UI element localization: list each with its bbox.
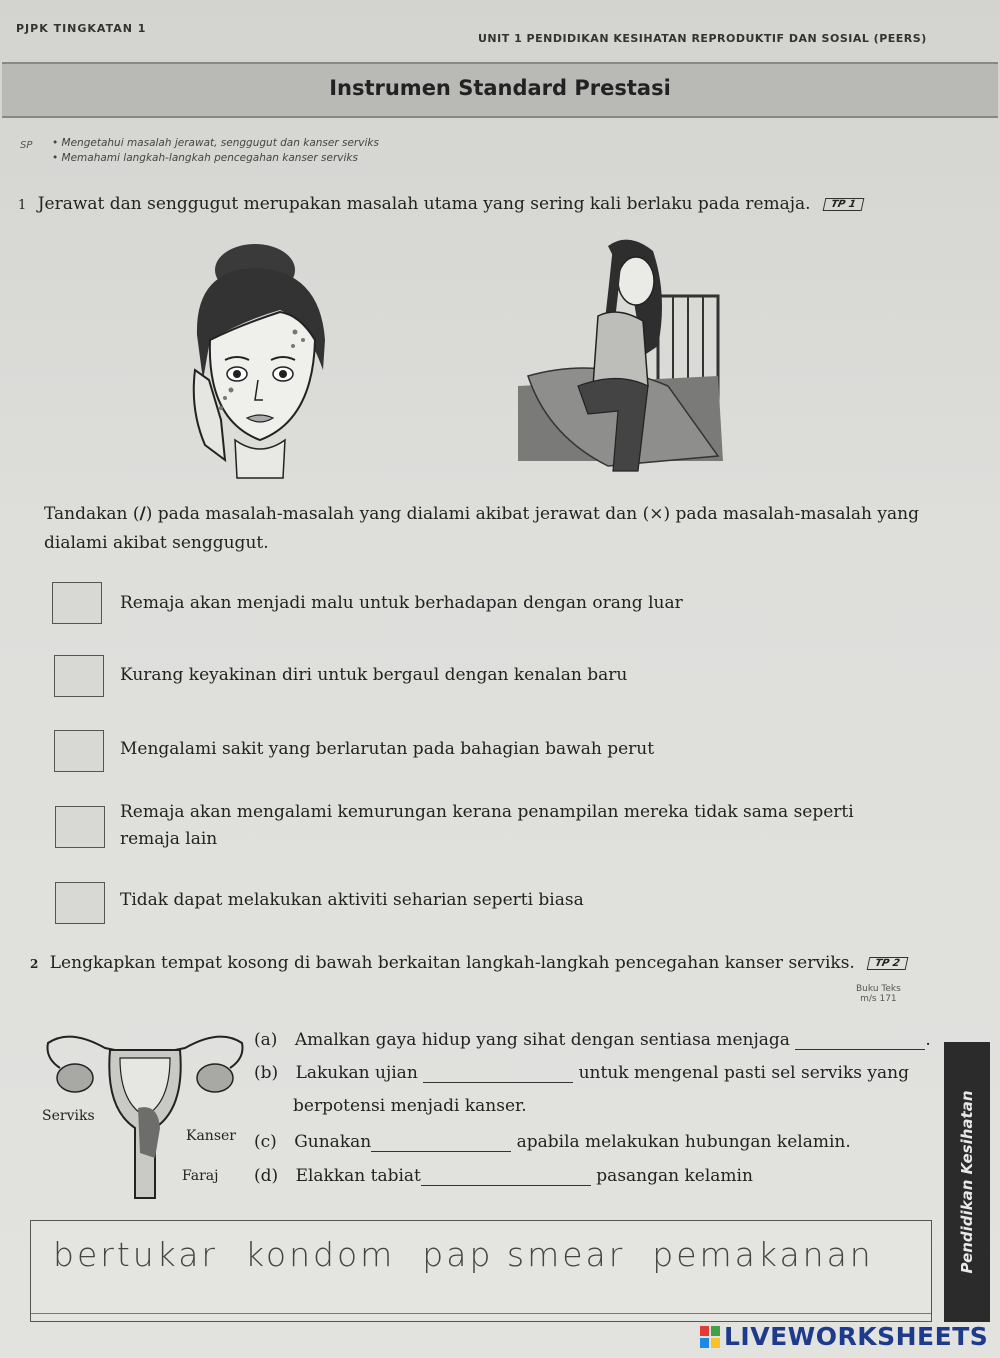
blank-b[interactable]	[423, 1066, 573, 1083]
option-5-text: Tidak dapat melakukan aktiviti seharian seperti biasa	[120, 890, 584, 910]
liveworksheets-logo: LIVEWORKSHEETS	[700, 1322, 988, 1351]
instruction-text	[44, 500, 944, 558]
check-mark-symbol: /	[139, 504, 146, 524]
liveworksheets-icon	[700, 1326, 720, 1348]
label-faraj: Faraj	[182, 1168, 219, 1184]
item-a: (a) Amalkan gaya hidup yang sihat dengan sentiasa menjaga .	[254, 1030, 931, 1050]
question-number: 1	[18, 198, 27, 213]
answer-checkbox-1[interactable]	[52, 582, 102, 624]
period-pain-illustration	[518, 236, 728, 481]
answer-checkbox-5[interactable]	[55, 882, 105, 924]
textbook-reference: Buku Teks m/s 171	[856, 984, 901, 1004]
label-kanser: Kanser	[186, 1128, 236, 1144]
instruction-part2: ) pada masalah-masalah yang dialami akibat jerawat dan (×) pada masalah-masalah yang dialami akibat senggugut.	[44, 504, 919, 553]
blank-c[interactable]	[371, 1135, 511, 1152]
header-left: PJPK TINGKATAN 1	[16, 22, 147, 35]
item-b: (b) Lakukan ujian untuk mengenal pasti sel serviks yang	[254, 1063, 909, 1083]
label-serviks: Serviks	[42, 1108, 95, 1124]
page-title: Instrumen Standard Prestasi	[329, 76, 671, 100]
tp-badge: TP 1	[823, 198, 864, 211]
divider	[31, 1313, 931, 1314]
blank-a[interactable]	[795, 1033, 925, 1050]
answer-checkbox-3[interactable]	[54, 730, 104, 772]
sp-item: • Mengetahui masalah jerawat, senggugut dan kanser serviks	[52, 137, 379, 149]
instruction-part1: Tandakan (	[44, 504, 140, 524]
acne-face-illustration	[185, 240, 340, 480]
header-right: UNIT 1 PENDIDIKAN KESIHATAN REPRODUKTIF DAN SOSIAL (PEERS)	[478, 32, 927, 45]
word-bank-text: bertukar kondom pap smear pemakanan	[53, 1235, 874, 1274]
blank-d[interactable]	[421, 1169, 591, 1186]
question-text: Lengkapkan tempat kosong di bawah berkaitan langkah-langkah pencegahan kanser serviks.	[49, 953, 855, 973]
side-tab-label: Pendidikan Kesihatan	[958, 1090, 976, 1274]
tp-badge: TP 2	[867, 957, 908, 970]
question-text: Jerawat dan senggugut merupakan masalah utama yang sering kali berlaku pada remaja.	[37, 194, 811, 214]
option-2-text: Kurang keyakinan diri untuk bergaul dengan kenalan baru	[120, 665, 628, 685]
question-number: 2	[30, 957, 39, 971]
answer-checkbox-4[interactable]	[55, 806, 105, 848]
sp-item: • Memahami langkah-langkah pencegahan kanser serviks	[52, 152, 358, 164]
sp-label: SP	[20, 140, 33, 151]
item-d: (d) Elakkan tabiat pasangan kelamin	[254, 1166, 753, 1186]
question-2	[30, 953, 907, 973]
option-3-text: Mengalami sakit yang berlarutan pada bahagian bawah perut	[120, 739, 655, 759]
item-b-line2: berpotensi menjadi kanser.	[293, 1096, 527, 1116]
sp-list	[52, 136, 379, 166]
title-banner	[2, 62, 998, 118]
option-4-text: Remaja akan mengalami kemurungan kerana penampilan mereka tidak sama seperti remaja lain	[120, 802, 854, 849]
item-c: (c) Gunakan apabila melakukan hubungan kelamin.	[254, 1132, 851, 1152]
word-bank-box	[30, 1220, 932, 1322]
answer-checkbox-2[interactable]	[54, 655, 104, 697]
option-1-text: Remaja akan menjadi malu untuk berhadapan dengan orang luar	[120, 593, 683, 613]
question-1	[18, 194, 863, 214]
